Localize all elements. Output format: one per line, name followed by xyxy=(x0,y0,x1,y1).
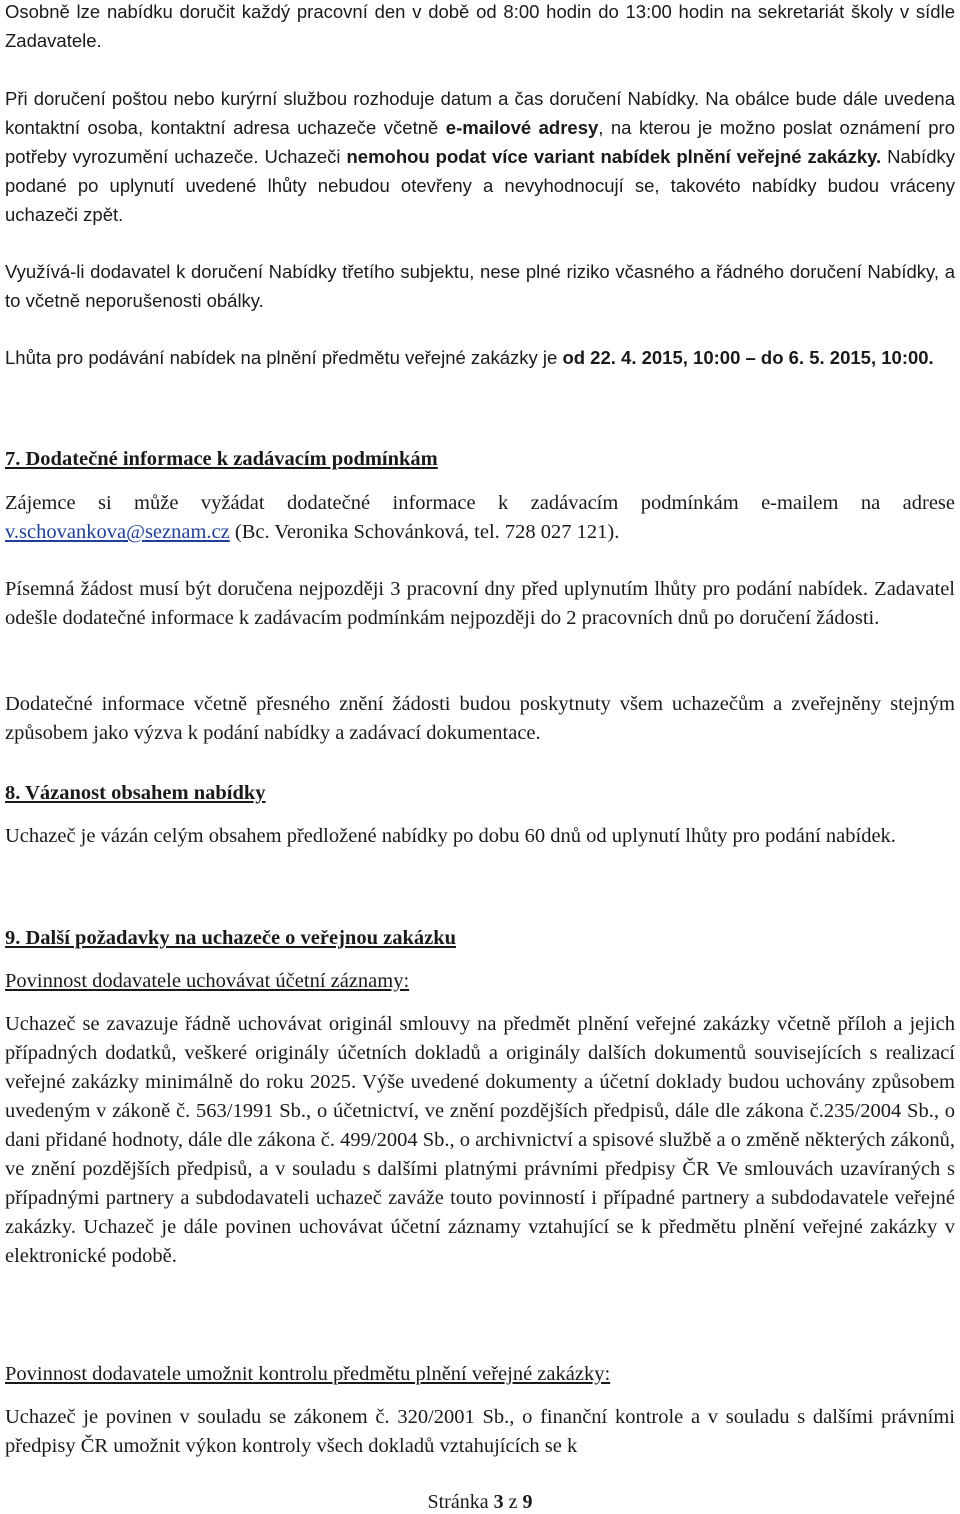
delivery-hours-paragraph: Osobně lze nabídku doručit každý pracovní den v době od 8:00 hodin do 13:00 hodin na sekretariát školy v sídle Zadavatele. xyxy=(5,1,955,51)
current-page-number: 3 xyxy=(493,1491,504,1513)
third-party-delivery-paragraph: Využívá-li dodavatel k doručení Nabídky třetího subjektu, nese plné riziko včasného a řádného doručení Nabídky, a to včetně neporušenosti obálky. xyxy=(5,261,955,311)
page-number-footer: Stránka 3 z 9 xyxy=(427,1491,533,1513)
info-publication-paragraph: Dodatečné informace včetně přesného znění žádosti budou poskytnuty všem uchazečům a zveřejněny stejným způsobem jako výzva k podání nabídky a zadávací dokumentace. xyxy=(5,693,955,744)
deadline-paragraph: Lhůta pro podávání nabídek na plnění předmětu veřejné zakázky je od 22. 4. 2015, 10:00 – do 6. 5. 2015, 10:00. xyxy=(5,347,934,368)
written-request-paragraph: Písemná žádost musí být doručena nejpozději 3 pracovní dny před uplynutím lhůty pro podání nabídek. Zadavatel odešle dodatečné informace k zadávacím podmínkám nejpozději do 2 pracovních dnů po doručení žádosti. xyxy=(5,578,955,629)
contact-email-link[interactable]: v.schovankova@seznam.cz xyxy=(5,521,230,543)
inspection-duty-subheading: Povinnost dodavatele umožnit kontrolu předmětu plnění veřejné zakázky: xyxy=(5,1363,611,1385)
section-7-heading: 7. Dodatečné informace k zadávacím podmínkám xyxy=(5,448,438,470)
email-address-emphasis: e-mailové adresy xyxy=(445,117,599,138)
section-8-heading: 8. Vázanost obsahem nabídky xyxy=(5,782,266,804)
total-page-count: 9 xyxy=(522,1491,533,1513)
section-9-heading: 9. Další požadavky na uchazeče o veřejnou zakázku xyxy=(5,927,456,949)
inspection-duty-paragraph: Uchazeč je povinen v souladu se zákonem č. 320/2001 Sb., o finanční kontrole a v souladu s dalšími právními předpisy ČR umožnit výkon kontroly všech dokladů vztahujících se k xyxy=(5,1406,955,1457)
records-duty-subheading: Povinnost dodavatele uchovávat účetní záznamy: xyxy=(5,970,410,992)
deadline-dates: od 22. 4. 2015, 10:00 – do 6. 5. 2015, 10:00. xyxy=(562,347,934,368)
binding-period-paragraph: Uchazeč je vázán celým obsahem předložené nabídky po dobu 60 dnů od uplynutí lhůty pro podání nabídek. xyxy=(5,825,896,847)
delivery-post-paragraph: Při doručení poštou nebo kurýrní službou rozhoduje datum a čas doručení Nabídky. Na obálce bude dále uvedena kontaktní osoba, kontaktní adresa uchazeče včetně e-mailové adresy, na kterou je možno poslat oznámení pro potřeby vyrozumění uchazeče. Uchazeči nemohou podat více variant nabídek plnění veřejné zakázky. Nabídky podané po uplynutí uvedené lhůty nebudou otevřeny a nevyhodnocují se, takovéto nabídky budou vráceny uchazeči zpět. xyxy=(5,88,955,225)
records-duty-paragraph: Uchazeč se zavazuje řádně uchovávat originál smlouvy na předmět plnění veřejné zakázky včetně příloh a jejich případných dodatků, veškeré originály účetních dokladů a originály dalších dokumentů souvisejících s realizací veřejné zakázky minimálně do roku 2025. Výše uvedené dokumenty a účetní doklady budou uchovány způsobem uvedeným v zákoně č. 563/1991 Sb., o účetnictví, ve znění pozdějších předpisů, dále dle zákona č.235/2004 Sb., o dani přidané hodnoty, dále dle zákona č. 499/2004 Sb., o archivnictví a spisové službě a o změně některých zákonů, ve znění pozdějších předpisů, a v souladu s dalšími platnými právními předpisy ČR Ve smlouvách uzavíraných s případnými partnery a subdodavateli uchazeč zaváže touto povinností i případné partnery a subdodavatele veřejné zakázky. Uchazeč je dále povinen uchovávat účetní záznamy vztahující se k předmětu plnění veřejné zakázky v elektronické podobě. xyxy=(5,1013,955,1267)
additional-info-request-paragraph: Zájemce si může vyžádat dodatečné informace k zadávacím podmínkám e-mailem na adrese v.schovankova@seznam.cz (Bc. Veronika Schovánková, tel. 728 027 121). xyxy=(5,492,955,543)
variants-prohibition-emphasis: nemohou podat více variant nabídek plnění veřejné zakázky. xyxy=(346,146,882,167)
